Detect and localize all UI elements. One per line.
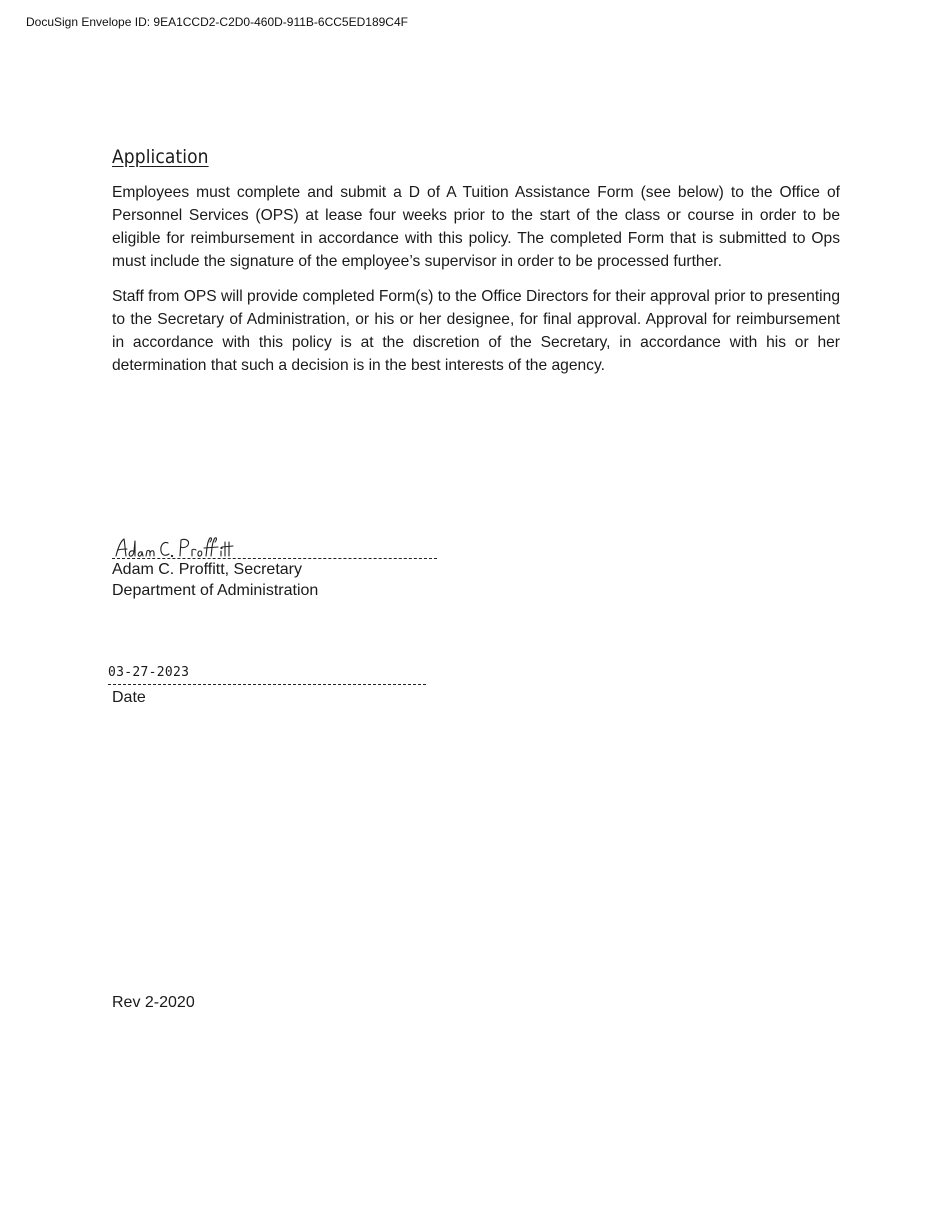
- paragraph-approval: Staff from OPS will provide completed Form(s) to the Office Directors for their approval prior to presenting to the Secretary of Administration, or his or her designee, for final approval. Approval for reimbursement in accordance with this policy is at the discretion of the Secretary, in accordance with his or her determination that such a decision is in the best interests of the agency.: [112, 288, 840, 374]
- date-value: 03-27-2023: [108, 665, 190, 680]
- date-label: Date: [112, 689, 146, 706]
- signatory-department: Department of Administration: [112, 582, 319, 599]
- handwritten-signature: [112, 534, 240, 560]
- date-line: [108, 664, 426, 685]
- signatory-name-title: Adam C. Proffitt, Secretary: [112, 561, 302, 578]
- signature-block: [112, 536, 452, 601]
- paragraph-submission: Employees must complete and submit a D of A Tuition Assistance Form (see below) to the Office of Personnel Services (OPS) at lease four weeks prior to the start of the class or course in order to be eligible for reimbursement in accordance with this policy. The completed Form that is submitted to Ops must include the signature of the employee’s supervisor in order to be processed further.: [112, 184, 840, 270]
- signature-line: [112, 536, 437, 559]
- docusign-envelope-id: DocuSign Envelope ID: 9EA1CCD2-C2D0-460D-911B-6CC5ED189C4F: [26, 15, 408, 29]
- revision-label: Rev 2-2020: [112, 994, 195, 1011]
- date-block: [108, 664, 448, 707]
- section-heading: Application: [112, 146, 209, 168]
- document-body: [112, 146, 840, 389]
